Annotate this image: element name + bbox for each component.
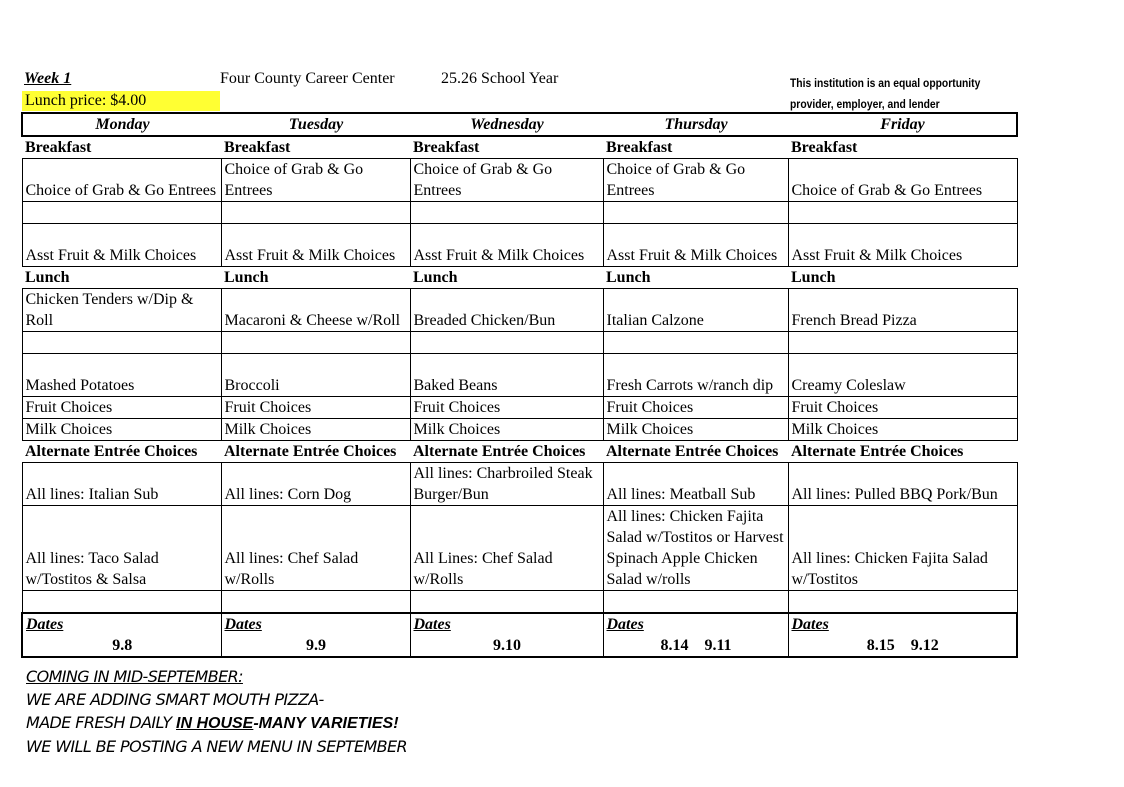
lunch-side-cell: Fresh Carrots w/ranch dip — [603, 354, 788, 397]
empty-cell — [221, 332, 410, 354]
empty-cell — [603, 202, 788, 224]
dates-cell — [22, 613, 221, 657]
lunch-fruit-row — [22, 397, 1017, 419]
breakfast-entree-cell: Choice of Grab & Go Entrees — [788, 159, 1017, 202]
lunch-label: Lunch — [791, 269, 836, 286]
spacer-row — [22, 202, 1017, 224]
empty-cell — [410, 332, 603, 354]
day-tuesday: Tuesday — [221, 113, 410, 136]
breakfast-label: Breakfast — [606, 139, 673, 156]
notice-line-1: COMING IN MID-SEPTEMBER: — [26, 667, 243, 686]
lunch-label: Lunch — [413, 269, 458, 286]
lunch-fruit-cell: Fruit Choices — [788, 397, 1017, 419]
alternate-label: Alternate Entrée Choices — [25, 443, 198, 460]
alternate-label: Alternate Entrée Choices — [606, 443, 779, 460]
alternate-entree-cell: All lines: Pulled BBQ Pork/Bun — [788, 463, 1017, 506]
breakfast-label: Breakfast — [791, 139, 858, 156]
lunch-milk-cell: Milk Choices — [603, 419, 788, 441]
date-value: 9.10 — [493, 637, 521, 654]
lunch-milk-cell: Milk Choices — [410, 419, 603, 441]
day-header-row — [22, 113, 1017, 136]
lunch-milk-cell: Milk Choices — [221, 419, 410, 441]
alternate-salad-cell: All Lines: Chef Salad w/Rolls — [410, 506, 603, 591]
breakfast-entree-cell: Choice of Grab & Go Entrees — [22, 159, 221, 202]
dates-label: Dates — [606, 616, 644, 633]
lunch-milk-cell: Milk Choices — [22, 419, 221, 441]
menu-table — [21, 112, 1018, 658]
empty-cell — [221, 591, 410, 614]
alternate-salad-cell: All lines: Chicken Fajita Salad w/Tostitos or Harvest Spinach Apple Chicken Salad w/rolls — [603, 506, 788, 591]
alternate-label: Alternate Entrée Choices — [224, 443, 397, 460]
dates-cell — [221, 613, 410, 657]
breakfast-header-row — [22, 136, 1017, 159]
breakfast-label: Breakfast — [224, 139, 291, 156]
school-year: 25.26 School Year — [441, 70, 559, 87]
breakfast-entree-cell: Choice of Grab & Go Entrees — [221, 159, 410, 202]
lunch-header-row — [22, 267, 1017, 289]
lunch-milk-cell: Milk Choices — [788, 419, 1017, 441]
lunch-side-cell: Broccoli — [221, 354, 410, 397]
empty-cell — [221, 202, 410, 224]
dates-label: Dates — [224, 616, 262, 633]
date-value: 8.15 9.12 — [866, 637, 939, 654]
lunch-label: Lunch — [606, 269, 651, 286]
lunch-main-cell: Macaroni & Cheese w/Roll — [221, 289, 410, 332]
empty-cell — [788, 591, 1017, 614]
alternate-row-2 — [22, 506, 1017, 591]
date-value: 9.9 — [306, 637, 326, 654]
dates-cell — [410, 613, 603, 657]
lunch-fruit-cell: Fruit Choices — [410, 397, 603, 419]
lunch-main-cell: Italian Calzone — [603, 289, 788, 332]
lunch-main-cell: Chicken Tenders w/Dip & Roll — [22, 289, 221, 332]
equal-opportunity-statement — [790, 73, 980, 115]
empty-cell — [788, 202, 1017, 224]
day-friday: Friday — [788, 113, 1017, 136]
spacer-row — [22, 591, 1017, 614]
breakfast-fruit-milk-cell: Asst Fruit & Milk Choices — [410, 224, 603, 267]
empty-cell — [410, 591, 603, 614]
notice-line-3 — [26, 711, 407, 735]
alternate-header-row — [22, 441, 1017, 463]
coming-soon-notice — [26, 665, 407, 758]
lunch-side-cell: Creamy Coleslaw — [788, 354, 1017, 397]
day-thursday: Thursday — [603, 113, 788, 136]
lunch-side-cell: Mashed Potatoes — [22, 354, 221, 397]
breakfast-label: Breakfast — [413, 139, 480, 156]
breakfast-label: Breakfast — [25, 139, 92, 156]
breakfast-fruit-milk-row — [22, 224, 1017, 267]
alternate-salad-cell: All lines: Taco Salad w/Tostitos & Salsa — [22, 506, 221, 591]
equal-opportunity-line-2: provider, employer, and lender — [790, 97, 940, 111]
breakfast-fruit-milk-cell: Asst Fruit & Milk Choices — [221, 224, 410, 267]
alternate-label: Alternate Entrée Choices — [791, 443, 964, 460]
breakfast-entree-cell: Choice of Grab & Go Entrees — [410, 159, 603, 202]
day-wednesday: Wednesday — [410, 113, 603, 136]
empty-cell — [788, 332, 1017, 354]
dates-label: Dates — [26, 616, 64, 633]
notice-varieties: -MANY VARIETIES! — [253, 715, 399, 732]
lunch-fruit-cell: Fruit Choices — [22, 397, 221, 419]
notice-in-house: IN HOUSE — [176, 715, 254, 732]
notice-line-4: WE WILL BE POSTING A NEW MENU IN SEPTEMBER — [26, 737, 408, 756]
lunch-price: Lunch price: $4.00 — [22, 91, 220, 111]
breakfast-fruit-milk-cell: Asst Fruit & Milk Choices — [603, 224, 788, 267]
notice-line-3-start: MADE FRESH DAILY — [26, 713, 176, 732]
dates-label: Dates — [413, 616, 451, 633]
alternate-row-1 — [22, 463, 1017, 506]
week-label: Week 1 — [24, 70, 72, 87]
alternate-salad-cell: All lines: Chicken Fajita Salad w/Tostitos — [788, 506, 1017, 591]
lunch-fruit-cell: Fruit Choices — [221, 397, 410, 419]
dates-label: Dates — [791, 616, 829, 633]
equal-opportunity-line-1: This institution is an equal opportunity — [790, 76, 981, 90]
alternate-entree-cell: All lines: Charbroiled Steak Burger/Bun — [410, 463, 603, 506]
alternate-entree-cell: All lines: Italian Sub — [22, 463, 221, 506]
lunch-side-cell: Baked Beans — [410, 354, 603, 397]
empty-cell — [22, 332, 221, 354]
breakfast-fruit-milk-cell: Asst Fruit & Milk Choices — [788, 224, 1017, 267]
notice-line-2: WE ARE ADDING SMART MOUTH PIZZA- — [26, 690, 324, 709]
day-monday: Monday — [22, 113, 221, 136]
empty-cell — [22, 591, 221, 614]
breakfast-entree-cell: Choice of Grab & Go Entrees — [603, 159, 788, 202]
lunch-main-cell: French Bread Pizza — [788, 289, 1017, 332]
dates-row — [22, 613, 1017, 657]
lunch-milk-row — [22, 419, 1017, 441]
lunch-main-cell: Breaded Chicken/Bun — [410, 289, 603, 332]
date-value: 9.8 — [112, 637, 133, 654]
lunch-main-row — [22, 289, 1017, 332]
breakfast-entrees-row — [22, 159, 1017, 202]
lunch-side-row — [22, 354, 1017, 397]
spacer-row — [22, 332, 1017, 354]
empty-cell — [22, 202, 221, 224]
alternate-label: Alternate Entrée Choices — [413, 443, 586, 460]
lunch-label: Lunch — [25, 269, 70, 286]
alternate-entree-cell: All lines: Corn Dog — [221, 463, 410, 506]
dates-cell — [788, 613, 1017, 657]
empty-cell — [410, 202, 603, 224]
breakfast-fruit-milk-cell: Asst Fruit & Milk Choices — [22, 224, 221, 267]
alternate-salad-cell: All lines: Chef Salad w/Rolls — [221, 506, 410, 591]
alternate-entree-cell: All lines: Meatball Sub — [603, 463, 788, 506]
school-name: Four County Career Center — [220, 70, 395, 87]
empty-cell — [603, 332, 788, 354]
dates-cell — [603, 613, 788, 657]
lunch-label: Lunch — [224, 269, 269, 286]
date-value: 8.14 9.11 — [660, 637, 732, 654]
lunch-fruit-cell: Fruit Choices — [603, 397, 788, 419]
empty-cell — [603, 591, 788, 614]
